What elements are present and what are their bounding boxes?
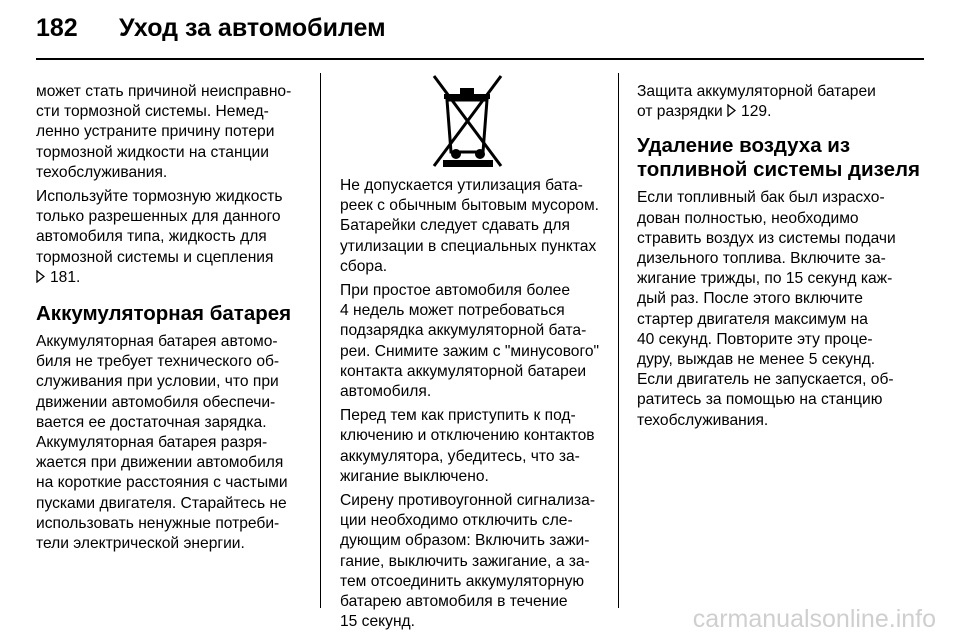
page-reference-arrow-icon bbox=[727, 102, 738, 122]
text-line: Сирену противоугонной сигнализа- bbox=[340, 492, 596, 510]
text-line: стартер двигателя максимум на bbox=[637, 310, 868, 328]
text-line: Аккумуляторная батарея автомо- bbox=[36, 333, 278, 351]
paragraph bbox=[36, 187, 308, 288]
heading-line: топливной системы дизеля bbox=[637, 158, 920, 182]
text-line: 4 недель может потребоваться bbox=[340, 302, 565, 320]
text-line: Перед тем как приступить к под- bbox=[340, 407, 576, 425]
page-number: 182 bbox=[36, 14, 78, 42]
text-line: ключению и отключению контактов bbox=[340, 427, 595, 445]
text-line: Аккумуляторная батарея разря- bbox=[36, 434, 268, 452]
text-line: Используйте тормозную жидкость bbox=[36, 188, 283, 206]
watermark: carmanualsonline.info bbox=[692, 605, 936, 633]
page-reference-link[interactable]: 181. bbox=[50, 268, 81, 286]
text-line: ции необходимо отключить сле- bbox=[340, 512, 573, 530]
column-3 bbox=[637, 82, 927, 435]
text-line: Если двигатель не запускается, об- bbox=[637, 371, 894, 389]
text-line: ленно устраните причину потери bbox=[36, 123, 275, 141]
text-line: служивания при условии, что при bbox=[36, 373, 279, 391]
text-line: может стать причиной неисправно- bbox=[36, 83, 292, 100]
crossed-out-wheelie-bin-icon bbox=[430, 72, 505, 170]
header-rule bbox=[36, 58, 924, 60]
section-heading bbox=[637, 134, 927, 182]
text-line: батарею автомобиля в течение bbox=[340, 593, 568, 611]
text-line: биля не требует технического об- bbox=[36, 353, 280, 371]
text-line: дый раз. После этого включите bbox=[637, 290, 863, 308]
text-line: тормозной системы и сцепления bbox=[36, 248, 274, 266]
text-line: тормозной жидкости на станции bbox=[36, 143, 269, 161]
text-line: ратитесь за помощью на станцию bbox=[637, 391, 883, 409]
text-line: дизельного топлива. Включите за- bbox=[637, 250, 886, 268]
text-line: дован полностью, необходимо bbox=[637, 209, 859, 227]
column-divider bbox=[618, 73, 619, 608]
text-line: 15 секунд. bbox=[340, 613, 415, 631]
chapter-title: Уход за автомобилем bbox=[119, 14, 386, 42]
paragraph bbox=[340, 406, 608, 487]
text-line: тели электрической энергии. bbox=[36, 535, 245, 553]
text-line: реек с обычным бытовым мусором. bbox=[340, 197, 599, 215]
section-heading: Аккумуляторная батарея bbox=[36, 302, 292, 326]
text-line: использовать ненужные потреби- bbox=[36, 514, 280, 532]
text-line: дующим образом: Включить зажи- bbox=[340, 532, 590, 550]
text-line: автомобиля. bbox=[340, 383, 432, 401]
text-line: дуру, выждав не менее 5 секунд. bbox=[637, 351, 876, 369]
text-line: сбора. bbox=[340, 257, 388, 275]
paragraph bbox=[340, 281, 608, 402]
page-reference-arrow-icon bbox=[36, 268, 47, 288]
paragraph bbox=[637, 82, 927, 122]
text-line: Не допускается утилизация бата- bbox=[340, 177, 583, 194]
text-line: на короткие расстояния с частыми bbox=[36, 474, 288, 492]
paragraph bbox=[340, 176, 608, 277]
text-line: жигание трижды, по 15 секунд каж- bbox=[637, 270, 893, 288]
paragraph bbox=[36, 82, 308, 183]
text-line: гание, выключить зажигание, а за- bbox=[340, 552, 590, 570]
column-2 bbox=[340, 82, 608, 636]
text-line: Защита аккумуляторной батареи bbox=[637, 83, 876, 100]
text-line: При простое автомобиля более bbox=[340, 282, 571, 300]
text-line: Если топливный бак был израсхо- bbox=[637, 189, 885, 207]
paragraph bbox=[637, 188, 927, 430]
text-line: автомобиля типа, жидкость для bbox=[36, 228, 267, 246]
text-line: техобслуживания. bbox=[36, 163, 168, 181]
page-header bbox=[36, 14, 924, 44]
text-line: подзарядка аккумуляторной бата- bbox=[340, 322, 587, 340]
text-line: только разрешенных для данного bbox=[36, 208, 281, 226]
text-line: движении автомобиля обеспечи- bbox=[36, 393, 276, 411]
text-line: жается при движении автомобиля bbox=[36, 454, 284, 472]
text-line: техобслуживания. bbox=[637, 411, 769, 429]
text-line: вается ее достаточная зарядка. bbox=[36, 413, 267, 431]
paragraph bbox=[340, 491, 608, 632]
text-line: утилизации в специальных пунктах bbox=[340, 237, 597, 255]
heading-line: Удаление воздуха из bbox=[637, 134, 851, 158]
text-line bbox=[637, 102, 927, 122]
text-line: реи. Снимите зажим с "минусового" bbox=[340, 342, 600, 360]
text-line bbox=[36, 268, 308, 288]
text-line: стравить воздух из системы подачи bbox=[637, 229, 896, 247]
text-line: Батарейки следует сдавать для bbox=[340, 217, 570, 235]
page-reference-link[interactable]: 129. bbox=[741, 103, 772, 121]
text-line: тем отсоединить аккумуляторную bbox=[340, 572, 585, 590]
column-divider bbox=[320, 73, 321, 608]
paragraph bbox=[36, 332, 308, 554]
text-line: контакта аккумуляторной батареи bbox=[340, 362, 587, 380]
text-line: жигание выключено. bbox=[340, 467, 489, 485]
text-line: 40 секунд. Повторите эту проце- bbox=[637, 330, 873, 348]
text-fragment: от разрядки bbox=[637, 103, 723, 121]
text-line: пусками двигателя. Старайтесь не bbox=[36, 494, 287, 512]
column-1 bbox=[36, 82, 308, 558]
text-line: аккумулятора, убедитесь, что за- bbox=[340, 447, 580, 465]
text-line: сти тормозной системы. Немед- bbox=[36, 103, 269, 121]
